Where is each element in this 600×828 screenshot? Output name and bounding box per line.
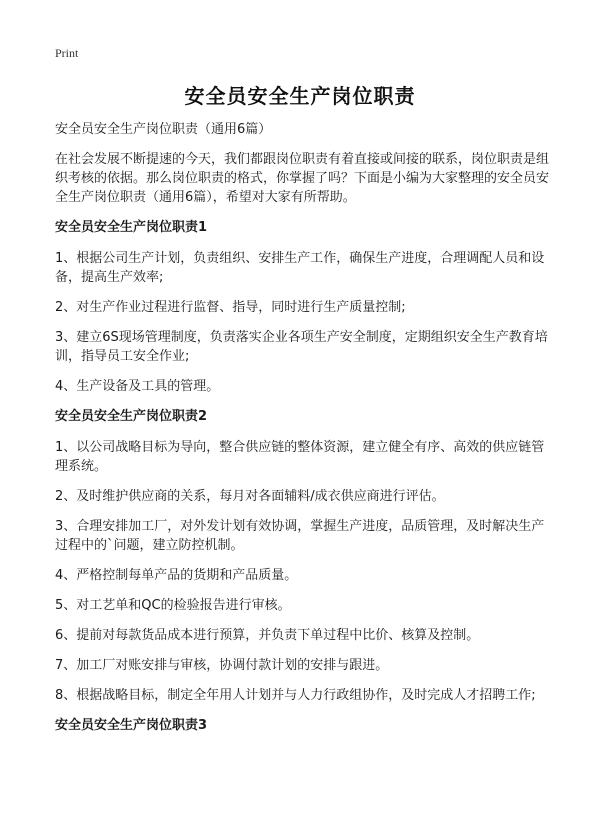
section-heading: 安全员安全生产岗位职责3 — [55, 718, 208, 733]
list-item: 1、根据公司生产计划，负责组织、安排生产工作，确保生产进度，合理调配人员和设备，提高生产效率; — [55, 251, 545, 285]
list-item: 6、提前对每款货品成本进行预算，并负责下单过程中比价、核算及控制。 — [55, 628, 480, 643]
list-item: 2、对生产作业过程进行监督、指导，同时进行生产质量控制; — [55, 300, 406, 315]
list-item: 4、严格控制每单产品的货期和产品质量。 — [55, 568, 298, 583]
document-body — [55, 120, 550, 747]
section-heading: 安全员安全生产岗位职责2 — [55, 409, 208, 424]
section-3 — [55, 716, 550, 736]
section-2 — [55, 407, 550, 705]
list-item: 1、以公司战略目标为导向，整合供应链的整体资源，建立健全有序、高效的供应链管理系统。 — [55, 440, 545, 474]
list-item: 7、加工厂对账安排与审核，协调付款计划的安排与跟进。 — [55, 658, 389, 673]
list-item: 5、对工艺单和QC的检验报告进行审核。 — [55, 598, 291, 613]
list-item: 3、建立6S现场管理制度，负责落实企业各项生产安全制度，定期组织安全生产教育培训，指导员工安全作业; — [55, 330, 548, 364]
list-item: 8、根据战略目标，制定全年用人计划并与人力行政组协作，及时完成人才招聘工作; — [55, 688, 536, 703]
section-heading: 安全员安全生产岗位职责1 — [55, 220, 208, 235]
document-subtitle: 安全员安全生产岗位职责（通用6篇） — [55, 122, 272, 137]
intro-paragraph: 在社会发展不断提速的今天，我们都跟岗位职责有着直接或间接的联系，岗位职责是组织考核的依据。那么岗位职责的格式，你掌握了吗？下面是小编为大家整理的安全员安全生产岗位职责（通用6篇），希望对大家有所帮助。 — [55, 152, 550, 205]
list-item: 4、生产设备及工具的管理。 — [55, 379, 220, 394]
page-title: 安全员安全生产岗位职责 — [184, 84, 416, 108]
section-1 — [55, 218, 550, 396]
list-item: 2、及时维护供应商的关系，每月对各面辅料/成衣供应商进行评估。 — [55, 489, 445, 504]
print-label: Print — [55, 46, 79, 60]
list-item: 3、合理安排加工厂，对外发计划有效协调，掌握生产进度，品质管理，及时解决生产过程中的`问题，建立防控机制。 — [55, 519, 545, 553]
